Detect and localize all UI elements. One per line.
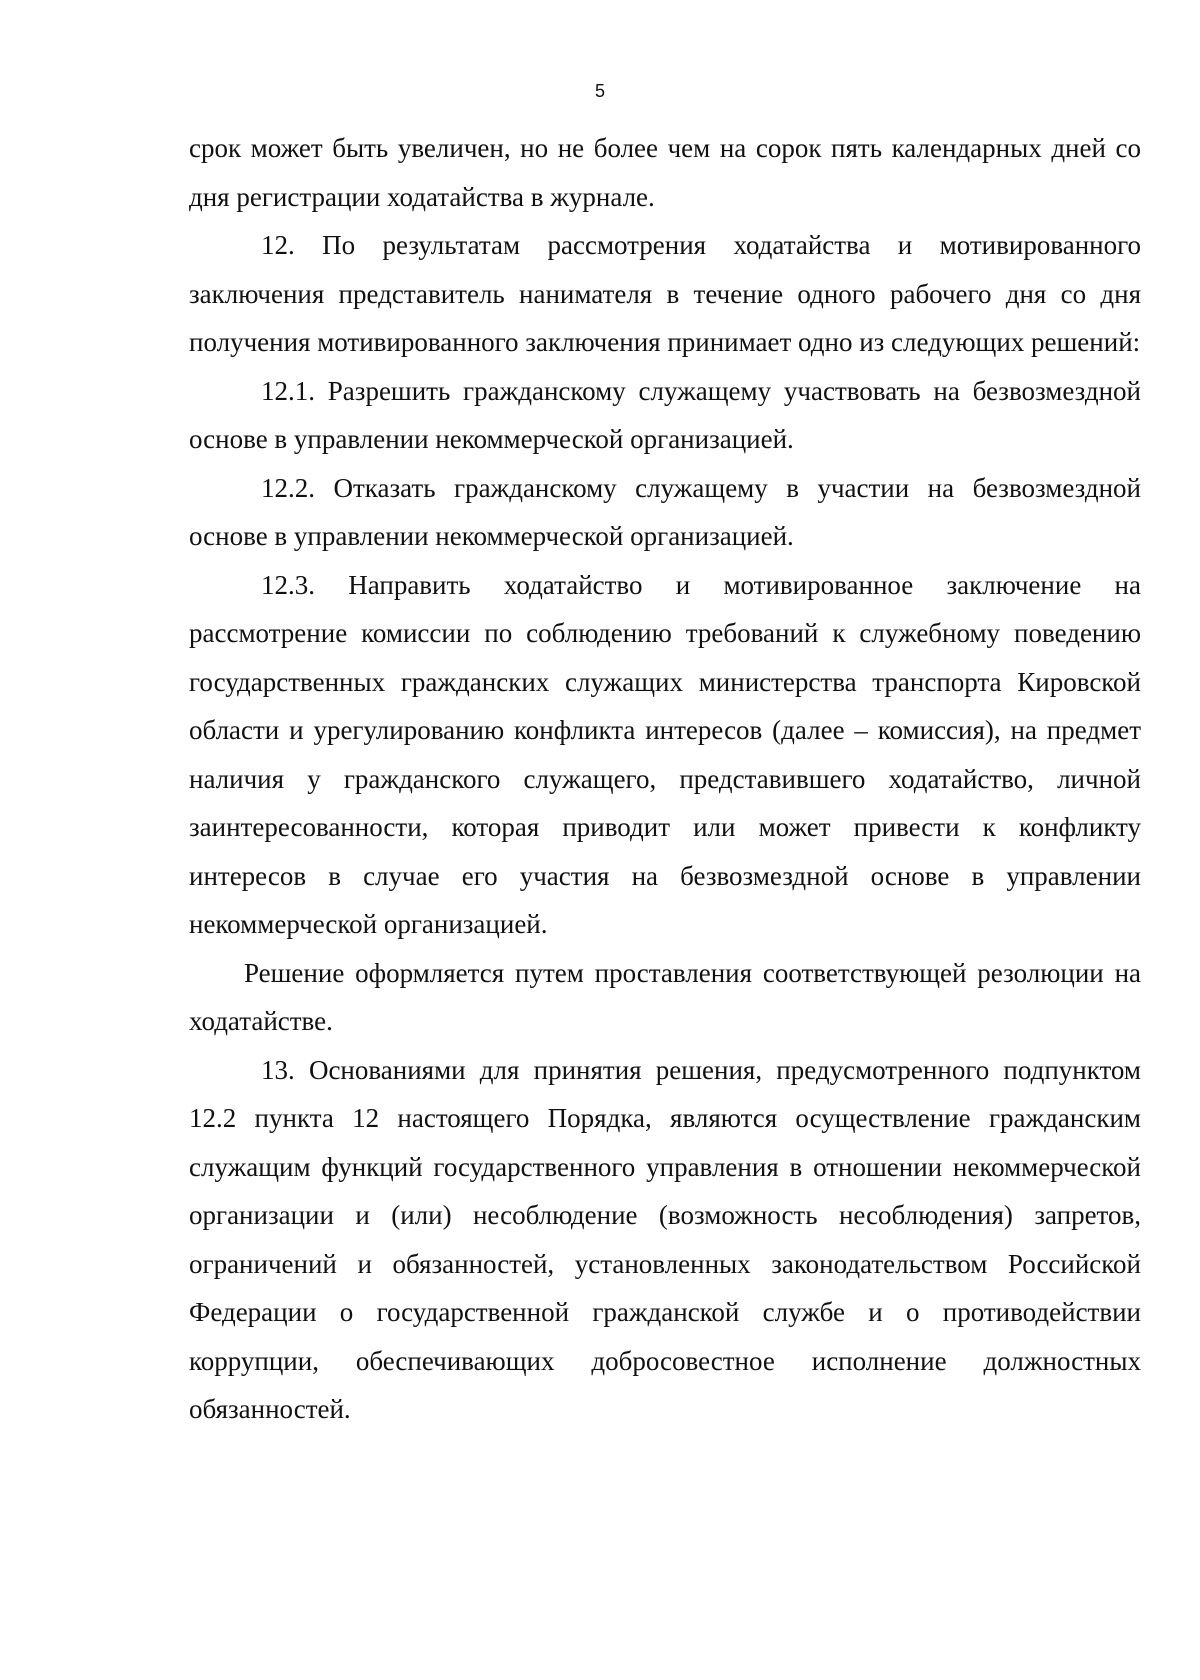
page-number: 5	[594, 81, 605, 101]
paragraph-continuation: срок может быть увеличен, но не более чем на сорок пять календарных дней со дня регистрации ходатайства в журнале.	[189, 133, 1141, 212]
paragraph-13: 13. Основаниями для принятия решения, предусмотренного подпунктом 12.2 пункта 12 настоящего Порядка, являются осуществление гражданским служащим функций государственного управления в отношении некоммерческой организации и (или) несоблюдение (возможность несоблюдения) запретов, ограничений и обязанностей, установленных законодательством Российской Федерации о государственной гражданской службе и о противодействии коррупции, обеспечивающих добросовестное исполнение должностных обязанностей.	[189, 1054, 1141, 1424]
document-body	[189, 124, 1141, 1434]
paragraph-12-1: 12.1. Разрешить гражданскому служащему участвовать на безвозмездной основе в управлении некоммерческой организацией.	[189, 375, 1141, 454]
paragraph-12: 12. По результатам рассмотрения ходатайства и мотивированного заключения представитель нанимателя в течение одного рабочего дня со дня получения мотивированного заключения принимает одно из следующих решений:	[189, 230, 1141, 357]
paragraph-12-2: 12.2. Отказать гражданскому служащему в участии на безвозмездной основе в управлении некоммерческой организацией.	[189, 472, 1141, 551]
paragraph-decision: Решение оформляется путем проставления соответствующей резолюции на ходатайстве.	[189, 957, 1141, 1036]
paragraph-12-3: 12.3. Направить ходатайство и мотивированное заключение на рассмотрение комиссии по соблюдению требований к служебному поведению государственных гражданских служащих министерства транспорта Кировской области и урегулированию конфликта интересов (далее – комиссия), на предмет наличия у гражданского служащего, представившего ходатайство, личной заинтересованности, которая приводит или может привести к конфликту интересов в случае его участия на безвозмездной основе в управлении некоммерческой организацией.	[189, 569, 1141, 939]
